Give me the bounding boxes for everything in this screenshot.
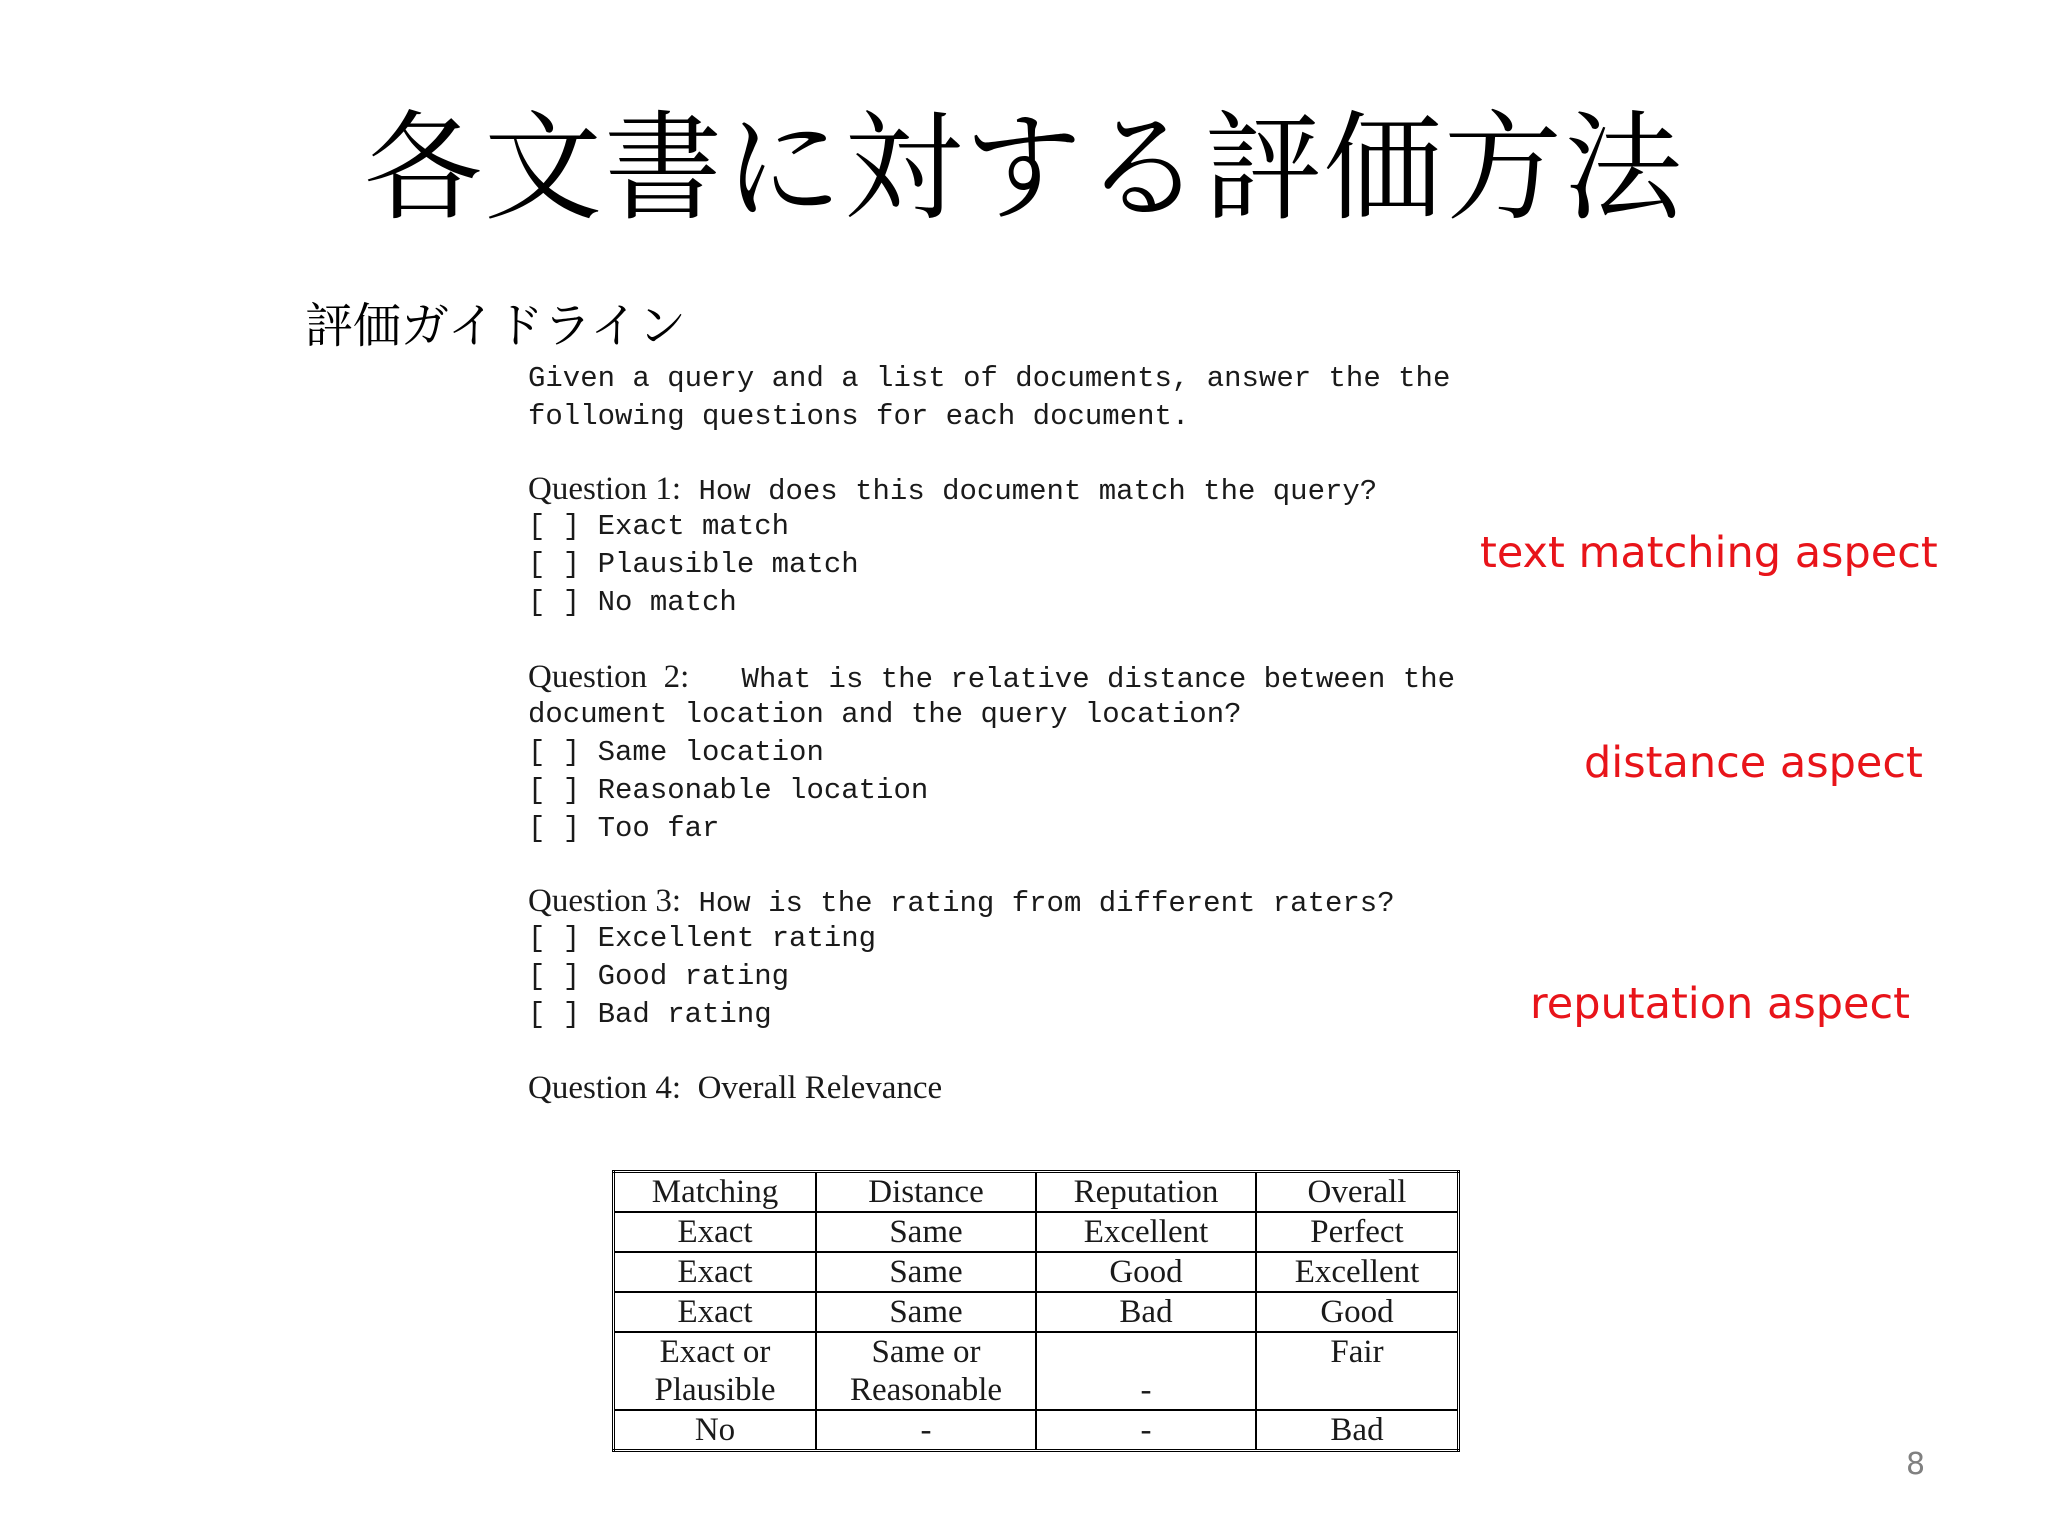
intro-line-1: Given a query and a list of documents, answer the the [528, 362, 1451, 395]
table-cell: Exact [614, 1292, 817, 1332]
intro-line-2: following questions for each document. [528, 400, 1190, 433]
table-header: Distance [816, 1172, 1036, 1213]
table-cell: - [1036, 1410, 1256, 1451]
question-2 [528, 658, 1455, 699]
table-row [614, 1410, 1459, 1451]
aspect-text-matching: text matching aspect [1480, 528, 1938, 578]
question-1-text: How does this document match the query? [681, 475, 1378, 508]
question-2-text: What is the relative distance between the [689, 663, 1456, 696]
table-cell: Excellent [1036, 1212, 1256, 1252]
table-cell: Excellent [1256, 1252, 1459, 1292]
relevance-table [612, 1170, 1460, 1452]
table-header: Reputation [1036, 1172, 1256, 1213]
table-cell: No [614, 1410, 817, 1451]
aspect-distance: distance aspect [1584, 738, 1923, 788]
table-row [614, 1292, 1459, 1332]
table-cell [614, 1332, 817, 1410]
cell-line: Exact or [659, 1334, 771, 1370]
table-cell: Good [1036, 1252, 1256, 1292]
table-row [614, 1252, 1459, 1292]
table-cell: Bad [1256, 1410, 1459, 1451]
question-2-text-line-2: document location and the query location? [528, 698, 1242, 731]
table-cell: Exact [614, 1212, 817, 1252]
table-cell: Same [816, 1292, 1036, 1332]
cell-line [1051, 1333, 1241, 1371]
question-2-label: Question 2: [528, 659, 690, 695]
table-cell: - [816, 1410, 1036, 1451]
table-cell [1256, 1332, 1459, 1410]
table-row [614, 1332, 1459, 1410]
question-1 [528, 470, 1377, 511]
question-2-option-1: [ ] Same location [528, 736, 824, 769]
question-3 [528, 882, 1395, 923]
table-cell: Same [816, 1252, 1036, 1292]
question-1-label: Question 1: [528, 471, 682, 507]
table-cell: Good [1256, 1292, 1459, 1332]
section-heading: 評価ガイドライン [305, 298, 687, 354]
slide-title: 各文書に対する評価方法 [363, 99, 1684, 237]
page-number: 8 [1906, 1447, 1926, 1482]
question-3-option-1: [ ] Excellent rating [528, 922, 877, 955]
question-1-option-1: [ ] Exact match [528, 510, 790, 543]
table-cell: Bad [1036, 1292, 1256, 1332]
cell-line: Plausible [654, 1372, 776, 1408]
question-1-option-2: [ ] Plausible match [528, 548, 859, 581]
table-row [614, 1212, 1459, 1252]
table-header-row [614, 1172, 1459, 1213]
aspect-reputation: reputation aspect [1530, 979, 1910, 1029]
table-cell [1036, 1332, 1256, 1410]
question-3-option-3: [ ] Bad rating [528, 998, 772, 1031]
table-cell: Exact [614, 1252, 817, 1292]
cell-line: Fair [1330, 1334, 1384, 1370]
table-cell: Perfect [1256, 1212, 1459, 1252]
table-header: Overall [1256, 1172, 1459, 1213]
cell-line: Reasonable [849, 1372, 1003, 1408]
question-3-option-2: [ ] Good rating [528, 960, 790, 993]
question-3-label: Question 3: [528, 883, 682, 919]
table-header: Matching [614, 1172, 817, 1213]
question-2-option-2: [ ] Reasonable location [528, 774, 929, 807]
cell-line: Same or [871, 1334, 981, 1370]
question-2-option-3: [ ] Too far [528, 812, 720, 845]
question-4: Question 4: Overall Relevance [528, 1070, 943, 1106]
question-3-text: How is the rating from different raters? [681, 887, 1395, 920]
table-cell [816, 1332, 1036, 1410]
table-cell: Same [816, 1212, 1036, 1252]
cell-line: - [1140, 1372, 1152, 1408]
question-1-option-3: [ ] No match [528, 586, 737, 619]
